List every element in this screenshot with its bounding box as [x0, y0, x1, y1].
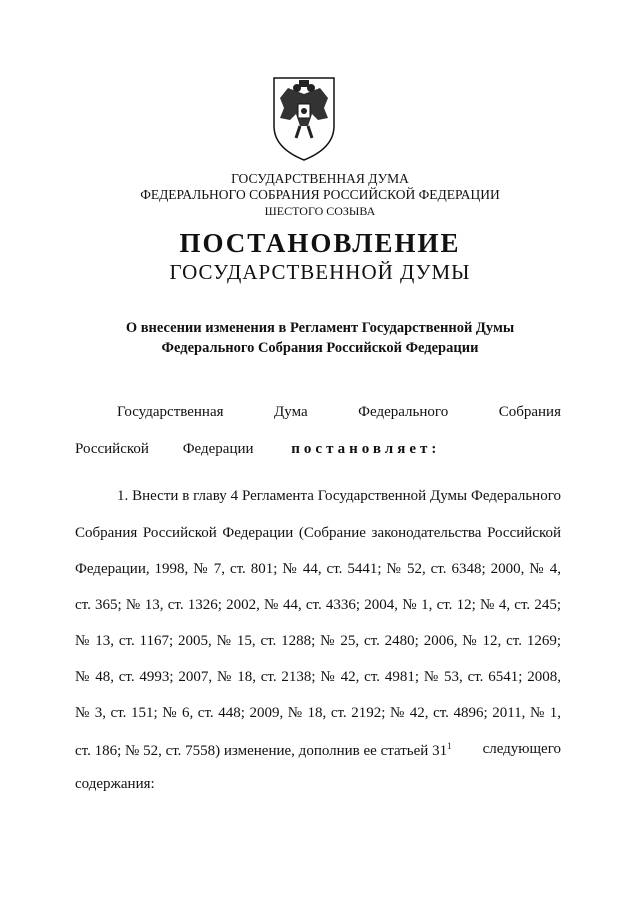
preamble-line-2 [75, 441, 440, 458]
document-title: ПОСТАНОВЛЕНИЕ [179, 228, 461, 258]
body-line-text: следующего [482, 741, 561, 757]
body-text: ст. 186; № 52, ст. 7558) изменение, дополнив ее статьей 31 [75, 743, 448, 759]
header-line-3: ШЕСТОГО СОЗЫВА [264, 204, 376, 218]
preamble-word: Дума [274, 404, 308, 420]
resolves-word: постановляет: [291, 441, 441, 457]
preamble-line-1 [117, 404, 561, 421]
header-line-1: ГОСУДАРСТВЕННАЯ ДУМА [231, 171, 409, 186]
body-line: 1. Внести в главу 4 Регламента Государственной Думы Федерального [117, 488, 561, 504]
issuer-header [0, 171, 640, 219]
header-line-2: ФЕДЕРАЛЬНОГО СОБРАНИЯ РОССИЙСКОЙ ФЕДЕРАЦИИ [140, 187, 500, 202]
body-line [75, 741, 561, 760]
body-line: № 3, ст. 151; № 6, ст. 448; 2009, № 18, ст. 2192; № 42, ст. 4896; 2011, № 1, [75, 705, 561, 721]
document-subtitle: ГОСУДАРСТВЕННОЙ ДУМЫ [169, 260, 471, 284]
preamble-word: Собрания [498, 404, 561, 420]
preamble-word: Федерации [182, 441, 254, 457]
body-line: № 13, ст. 1167; 2005, № 15, ст. 1288; № 25, ст. 2480; 2006, № 12, ст. 1269; [75, 633, 561, 649]
coat-of-arms-emblem [270, 74, 338, 164]
preamble-word: Государственная [117, 404, 224, 420]
body-line: содержания: [75, 776, 155, 792]
body-line: ст. 365; № 13, ст. 1326; 2002, № 44, ст. 4336; 2004, № 1, ст. 12; № 4, ст. 245; [75, 597, 561, 613]
body-line: № 48, ст. 4993; 2007, № 18, ст. 2138; № 42, ст. 4981; № 53, ст. 6541; 2008, [75, 669, 561, 685]
preamble-word: Российской [75, 441, 149, 457]
document-subject [0, 318, 640, 358]
body-line: Собрания Российской Федерации (Собрание законодательства Российской [75, 525, 561, 541]
preamble-word: Федерального [358, 404, 449, 420]
article-superscript: 1 [447, 741, 452, 751]
body-line: Федерации, 1998, № 7, ст. 801; № 44, ст. 5441; № 52, ст. 6348; 2000, № 4, [75, 561, 561, 577]
subject-line-1: О внесении изменения в Регламент Государственной Думы [125, 320, 515, 336]
subject-line-2: Федерального Собрания Российской Федерации [161, 340, 479, 356]
body-line-text [75, 741, 452, 760]
